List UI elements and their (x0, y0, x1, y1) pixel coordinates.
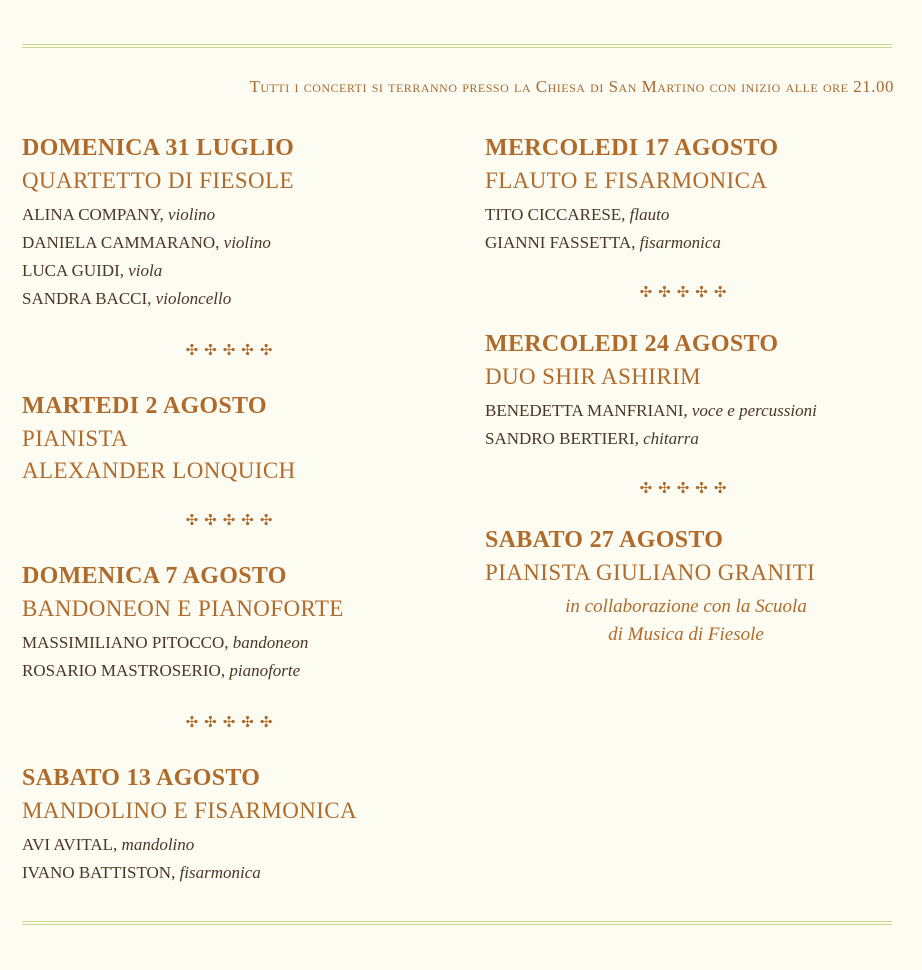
top-divider (22, 44, 892, 48)
event-title: QUARTETTO DI FIESOLE (22, 168, 294, 193)
event-date: MARTEDI 2 AGOSTO (22, 393, 267, 419)
event-title: PIANISTA (22, 426, 129, 451)
performer: ALINA COMPANY, violino (22, 205, 216, 224)
event-27-agosto (485, 525, 905, 649)
performer: LUCA GUIDI, viola (22, 261, 163, 280)
event-title: DUO SHIR ASHIRIM (485, 364, 701, 389)
ornament-divider: ✣✣✣✣✣ (639, 481, 733, 497)
event-subtitle: ALEXANDER LONQUICH (22, 458, 296, 483)
performer: TITO CICCARESE, flauto (485, 205, 670, 224)
event-date: MERCOLEDI 17 AGOSTO (485, 135, 779, 161)
event-7-agosto (22, 561, 442, 685)
ornament-divider: ✣✣✣✣✣ (639, 285, 733, 301)
performer: SANDRA BACCI, violoncello (22, 289, 232, 308)
ornament-divider: ✣✣✣✣✣ (185, 343, 279, 359)
event-17-agosto (485, 133, 905, 257)
event-13-agosto (22, 763, 442, 887)
event-date: SABATO 27 AGOSTO (485, 527, 724, 553)
event-24-agosto (485, 329, 905, 453)
event-2-agosto (22, 391, 442, 487)
event-date: DOMENICA 7 AGOSTO (22, 563, 287, 589)
intro-line: Tutti i concerti si terranno presso la Chiesa di San Martino con inizio alle ore 21.00 (249, 77, 894, 96)
ornament-divider: ✣✣✣✣✣ (185, 715, 279, 731)
performer: GIANNI FASSETTA, fisarmonica (485, 233, 721, 252)
performer: MASSIMILIANO PITOCCO, bandoneon (22, 633, 309, 652)
ornament-divider: ✣✣✣✣✣ (185, 513, 279, 529)
performer: AVI AVITAL, mandolino (22, 835, 195, 854)
event-date: MERCOLEDI 24 AGOSTO (485, 331, 779, 357)
event-title: BANDONEON E PIANOFORTE (22, 596, 344, 621)
event-title: FLAUTO E FISARMONICA (485, 168, 768, 193)
event-note: di Musica di Fiesole (608, 624, 764, 645)
performer: DANIELA CAMMARANO, violino (22, 233, 271, 252)
performer: IVANO BATTISTON, fisarmonica (22, 863, 261, 882)
right-column (485, 133, 905, 649)
event-date: SABATO 13 AGOSTO (22, 765, 261, 791)
performer: SANDRO BERTIERI, chitarra (485, 429, 699, 448)
performer: ROSARIO MASTROSERIO, pianoforte (22, 661, 301, 680)
event-31-luglio (22, 133, 442, 313)
bottom-divider (22, 921, 892, 925)
event-date: DOMENICA 31 LUGLIO (22, 135, 295, 161)
event-note: in collaborazione con la Scuola (565, 596, 807, 617)
performer: BENEDETTA MANFRIANI, voce e percussioni (485, 401, 817, 420)
left-column (22, 133, 442, 887)
event-title: PIANISTA GIULIANO GRANITI (485, 560, 816, 585)
event-title: MANDOLINO E FISARMONICA (22, 798, 358, 823)
